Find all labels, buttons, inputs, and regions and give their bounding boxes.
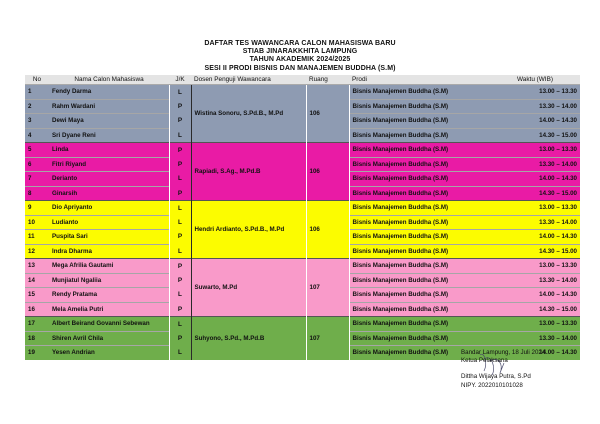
cell-jk: P xyxy=(169,186,191,201)
cell-time: 13.30 – 14.00 xyxy=(490,273,580,288)
cell-no: 2 xyxy=(25,99,49,114)
cell-room: 107 xyxy=(306,317,349,360)
header-name: Nama Calon Mahasiswa xyxy=(49,75,169,85)
cell-prodi: Bisnis Manajemen Buddha (S.M) xyxy=(349,172,490,187)
cell-prodi: Bisnis Manajemen Buddha (S.M) xyxy=(349,201,490,216)
cell-prodi: Bisnis Manajemen Buddha (S.M) xyxy=(349,85,490,100)
cell-time: 13.30 – 14.00 xyxy=(490,331,580,346)
cell-time: 13.00 – 13.30 xyxy=(490,143,580,158)
table-row xyxy=(25,143,580,158)
cell-no: 15 xyxy=(25,288,49,303)
header-jk: J/K xyxy=(169,75,191,85)
cell-examiner: Suwarto, M.Pd xyxy=(191,259,306,317)
cell-time: 14.00 – 14.30 xyxy=(490,172,580,187)
cell-jk: L xyxy=(169,201,191,216)
interview-schedule-table xyxy=(25,75,580,360)
cell-time: 13.30 – 14.00 xyxy=(490,215,580,230)
cell-no: 9 xyxy=(25,201,49,216)
cell-examiner: Rapiadi, S.Ag., M.Pd.B xyxy=(191,143,306,201)
cell-name: Puspita Sari xyxy=(49,230,169,245)
cell-prodi: Bisnis Manajemen Buddha (S.M) xyxy=(349,215,490,230)
cell-time: 13.00 – 13.30 xyxy=(490,259,580,274)
cell-time: 14.00 – 14.30 xyxy=(490,230,580,245)
cell-room: 106 xyxy=(306,201,349,259)
cell-examiner: Hendri Ardianto, S.Pd.B., M.Pd xyxy=(191,201,306,259)
cell-no: 7 xyxy=(25,172,49,187)
cell-jk: P xyxy=(169,331,191,346)
header-time: Waktu (WIB) xyxy=(490,75,580,85)
signature-role: Ketua Pelaksana xyxy=(461,357,508,365)
cell-no: 3 xyxy=(25,114,49,129)
cell-prodi: Bisnis Manajemen Buddha (S.M) xyxy=(349,244,490,259)
cell-no: 11 xyxy=(25,230,49,245)
header-no: No xyxy=(25,75,49,85)
cell-jk: P xyxy=(169,157,191,172)
cell-prodi: Bisnis Manajemen Buddha (S.M) xyxy=(349,143,490,158)
cell-time: 14.30 – 15.00 xyxy=(490,302,580,317)
cell-no: 19 xyxy=(25,346,49,360)
cell-name: Albert Beirand Govanni Sebewan xyxy=(49,317,169,332)
cell-no: 6 xyxy=(25,157,49,172)
cell-time: 13.00 – 13.30 xyxy=(490,317,580,332)
cell-jk: L xyxy=(169,346,191,360)
cell-jk: L xyxy=(169,317,191,332)
cell-prodi: Bisnis Manajemen Buddha (S.M) xyxy=(349,259,490,274)
cell-name: Mela Amelia Putri xyxy=(49,302,169,317)
cell-jk: P xyxy=(169,114,191,129)
cell-time: 13.00 – 13.30 xyxy=(490,85,580,100)
cell-jk: P xyxy=(169,230,191,245)
cell-name: Derianto xyxy=(49,172,169,187)
cell-time: 14.00 – 14.30 xyxy=(490,114,580,129)
table-row xyxy=(25,85,580,100)
signature-name: Dittha Wijaya Putra, S.Pd xyxy=(461,373,531,381)
cell-jk: L xyxy=(169,215,191,230)
cell-no: 13 xyxy=(25,259,49,274)
cell-jk: P xyxy=(169,99,191,114)
cell-jk: P xyxy=(169,302,191,317)
cell-prodi: Bisnis Manajemen Buddha (S.M) xyxy=(349,331,490,346)
cell-jk: L xyxy=(169,128,191,143)
cell-time: 13.00 – 13.30 xyxy=(490,201,580,216)
cell-name: Munjiatul Ngaliia xyxy=(49,273,169,288)
cell-no: 17 xyxy=(25,317,49,332)
cell-no: 1 xyxy=(25,85,49,100)
heading-academic-year: TAHUN AKADEMIK 2024/2025 xyxy=(249,56,351,64)
heading-institution: STIAB JINARAKKHITA LAMPUNG xyxy=(242,48,358,56)
heading-session: SESI II PRODI BISNIS DAN MANAJEMEN BUDDHA (S.M) xyxy=(204,64,396,72)
cell-jk: P xyxy=(169,143,191,158)
cell-time: 14.30 – 15.00 xyxy=(490,128,580,143)
cell-name: Rahm Wardani xyxy=(49,99,169,114)
cell-time: 13.30 – 14.00 xyxy=(490,99,580,114)
cell-time: 14.30 – 15.00 xyxy=(490,244,580,259)
cell-time: 14.30 – 15.00 xyxy=(490,186,580,201)
cell-prodi: Bisnis Manajemen Buddha (S.M) xyxy=(349,128,490,143)
cell-name: Fendy Darma xyxy=(49,85,169,100)
table-body xyxy=(25,85,580,360)
cell-time: 14.00 – 14.30 xyxy=(490,346,580,360)
cell-prodi: Bisnis Manajemen Buddha (S.M) xyxy=(349,273,490,288)
cell-room: 107 xyxy=(306,259,349,317)
cell-prodi: Bisnis Manajemen Buddha (S.M) xyxy=(349,186,490,201)
cell-jk: L xyxy=(169,172,191,187)
cell-no: 10 xyxy=(25,215,49,230)
header-room: Ruang xyxy=(306,75,349,85)
cell-no: 4 xyxy=(25,128,49,143)
cell-prodi: Bisnis Manajemen Buddha (S.M) xyxy=(349,157,490,172)
cell-no: 18 xyxy=(25,331,49,346)
cell-no: 8 xyxy=(25,186,49,201)
cell-jk: L xyxy=(169,288,191,303)
cell-name: Dio Apriyanto xyxy=(49,201,169,216)
cell-name: Shiren Avril Chila xyxy=(49,331,169,346)
cell-name: Linda xyxy=(49,143,169,158)
cell-prodi: Bisnis Manajemen Buddha (S.M) xyxy=(349,302,490,317)
cell-examiner: Suhyono, S.Pd., M.Pd.B xyxy=(191,317,306,360)
cell-name: Ginarsih xyxy=(49,186,169,201)
header-examiner: Dosen Penguji Wawancara xyxy=(191,75,306,85)
cell-prodi: Bisnis Manajemen Buddha (S.M) xyxy=(349,99,490,114)
cell-prodi: Bisnis Manajemen Buddha (S.M) xyxy=(349,317,490,332)
cell-room: 106 xyxy=(306,85,349,143)
cell-examiner: Wistina Sonoru, S.Pd.B., M.Pd xyxy=(191,85,306,143)
cell-jk: P xyxy=(169,273,191,288)
cell-no: 12 xyxy=(25,244,49,259)
cell-prodi: Bisnis Manajemen Buddha (S.M) xyxy=(349,346,490,360)
cell-time: 14.00 – 14.30 xyxy=(490,288,580,303)
cell-name: Ludianto xyxy=(49,215,169,230)
cell-jk: L xyxy=(169,85,191,100)
cell-name: Sri Dyane Reni xyxy=(49,128,169,143)
cell-jk: P xyxy=(169,259,191,274)
document-heading xyxy=(150,40,450,73)
signature-nipy: NIPY. 2022010101028 xyxy=(461,381,523,389)
table-row xyxy=(25,317,580,332)
cell-name: Dewi Maya xyxy=(49,114,169,129)
signature-place-date: Bandar Lampung, 18 Juli 2024 xyxy=(461,349,546,356)
cell-room: 106 xyxy=(306,143,349,201)
cell-name: Yesen Andrian xyxy=(49,346,169,360)
cell-name: Rendy Pratama xyxy=(49,288,169,303)
cell-jk: L xyxy=(169,244,191,259)
cell-no: 16 xyxy=(25,302,49,317)
header-prodi: Prodi xyxy=(349,75,490,85)
cell-no: 5 xyxy=(25,143,49,158)
cell-prodi: Bisnis Manajemen Buddha (S.M) xyxy=(349,288,490,303)
cell-name: Fitri Riyand xyxy=(49,157,169,172)
cell-name: Indra Dharma xyxy=(49,244,169,259)
cell-prodi: Bisnis Manajemen Buddha (S.M) xyxy=(349,230,490,245)
table-row xyxy=(25,201,580,216)
cell-no: 14 xyxy=(25,273,49,288)
table-row xyxy=(25,259,580,274)
table-header-row xyxy=(25,75,580,85)
cell-name: Mega Afrilia Gautami xyxy=(49,259,169,274)
signature-block xyxy=(461,349,545,390)
cell-prodi: Bisnis Manajemen Buddha (S.M) xyxy=(349,114,490,129)
cell-time: 13.30 – 14.00 xyxy=(490,157,580,172)
heading-title: DAFTAR TES WAWANCARA CALON MAHASISWA BARU xyxy=(204,40,396,47)
